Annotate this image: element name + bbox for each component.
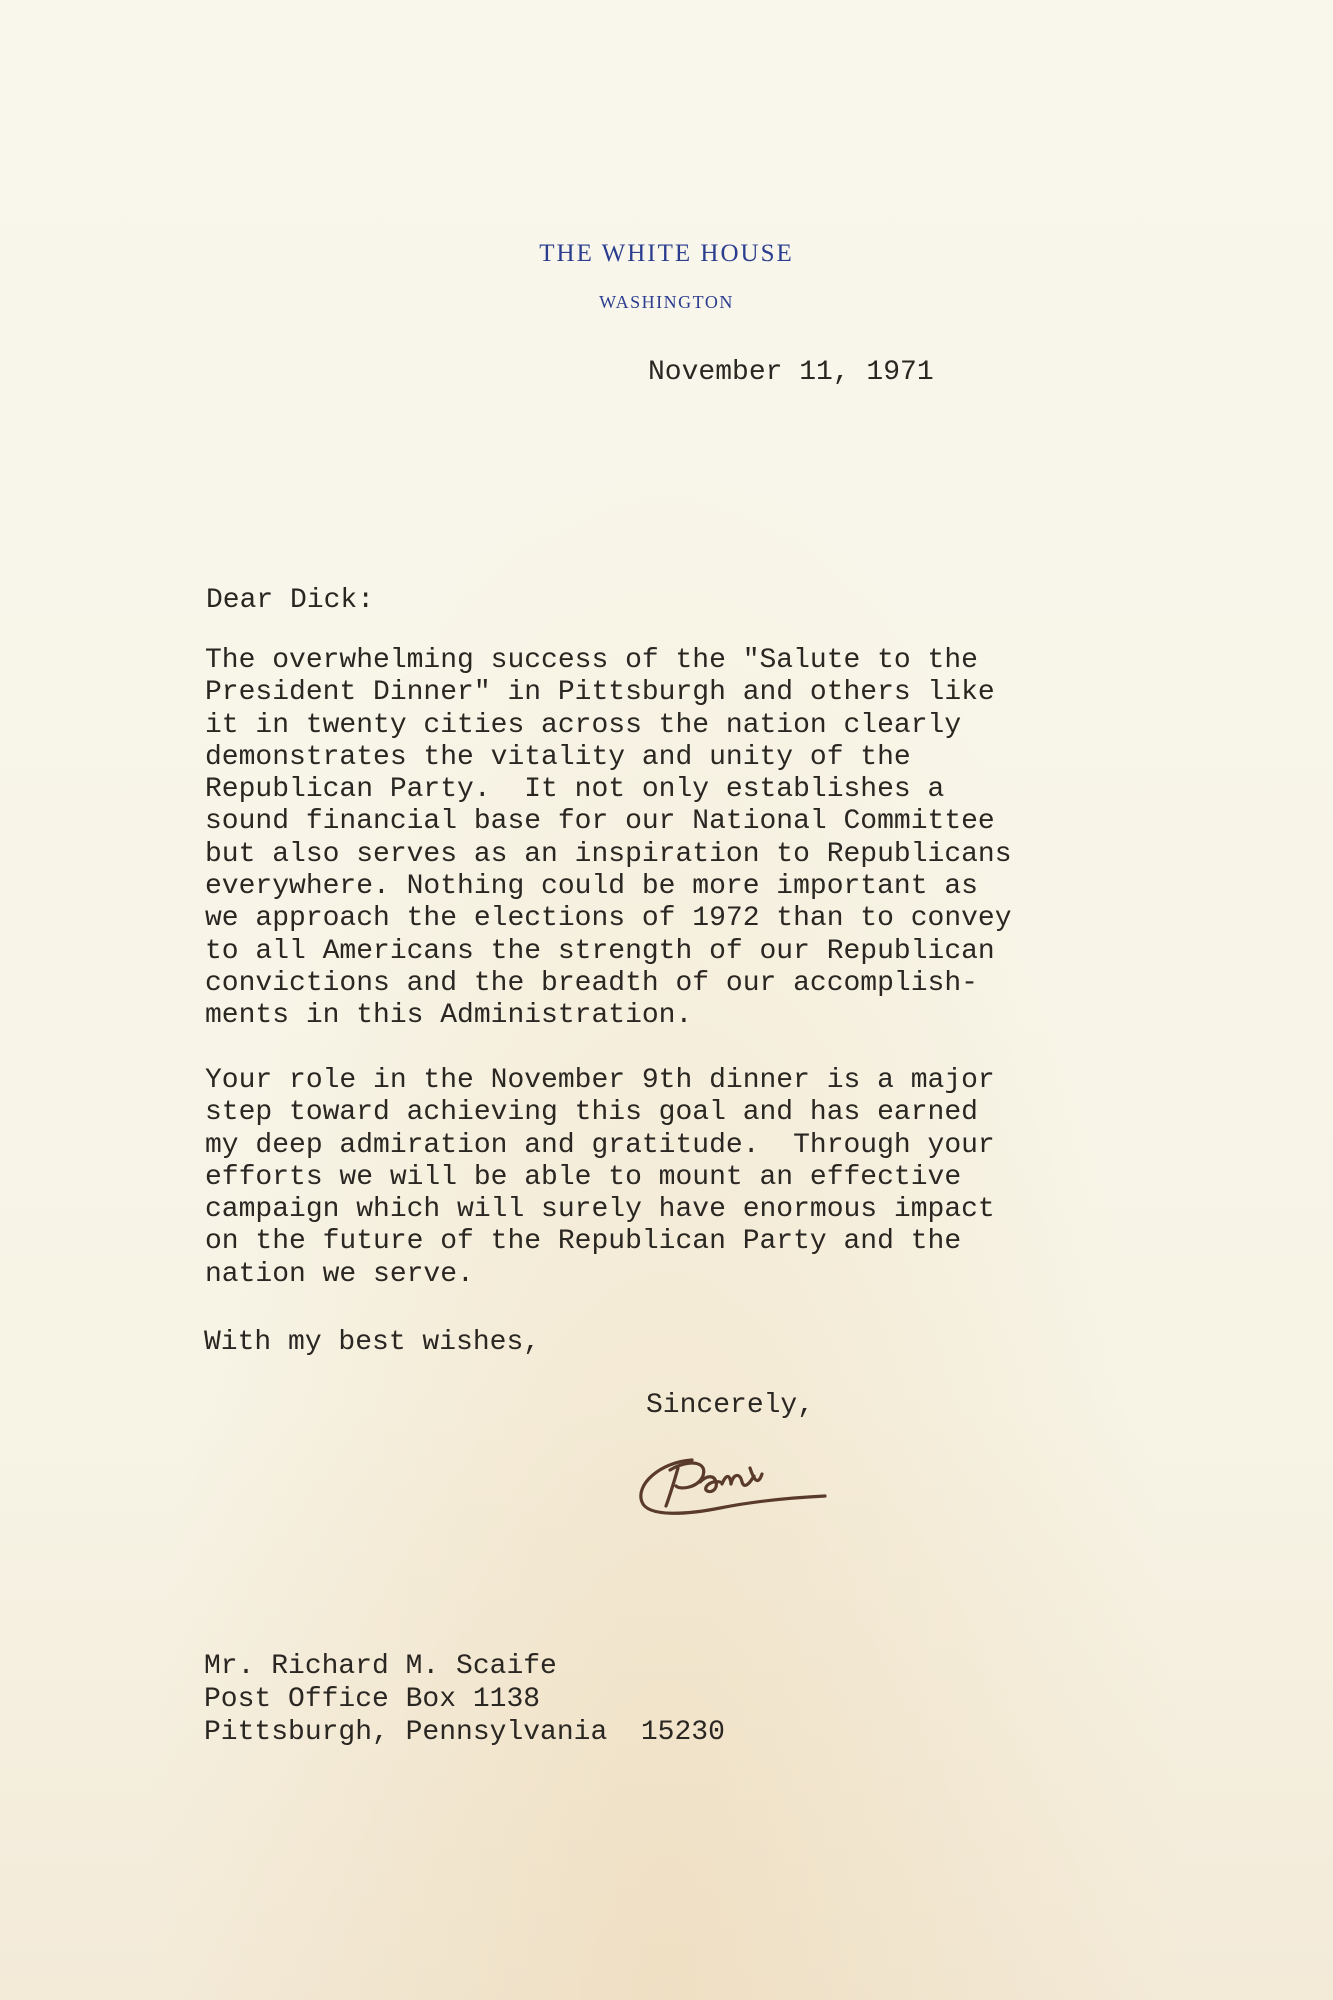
body-paragraph: The overwhelming success of the "Salute to the President Dinner" in Pittsburgh and others like it in twenty cities across the nation clearly demonstrates the vitality and unity of the Republican Party. It not only establishes a sound financial base for our National Committee but also serves as an inspiration to Republicans everywhere. Nothing could be more important as we approach the elections of 1972 than to convey to all Americans the strength of our Republican convictions and the breadth of our accomplish- ments in this Administration. [205,645,1012,1032]
handwritten-signature-icon [630,1440,830,1530]
closing-line: With my best wishes, [204,1327,541,1358]
salutation: Dear Dick: [206,585,375,616]
letter-date: November 11, 1971 [648,357,934,388]
signoff: Sincerely, [646,1390,815,1421]
recipient-address [204,1650,725,1749]
recipient-street: Post Office Box 1138 [204,1684,541,1715]
recipient-name: Mr. Richard M. Scaife [204,1651,557,1682]
recipient-city: Pittsburgh, Pennsylvania 15230 [204,1717,725,1748]
letterhead-subtitle: WASHINGTON [599,292,734,312]
body-paragraph: Your role in the November 9th dinner is a major step toward achieving this goal and has earned my deep admiration and gratitude. Through your efforts we will be able to mount an effective campaign which will surely have enormous impact on the future of the Republican Party and the nation we serve. [205,1065,995,1290]
letterhead-title: THE WHITE HOUSE [539,240,794,267]
